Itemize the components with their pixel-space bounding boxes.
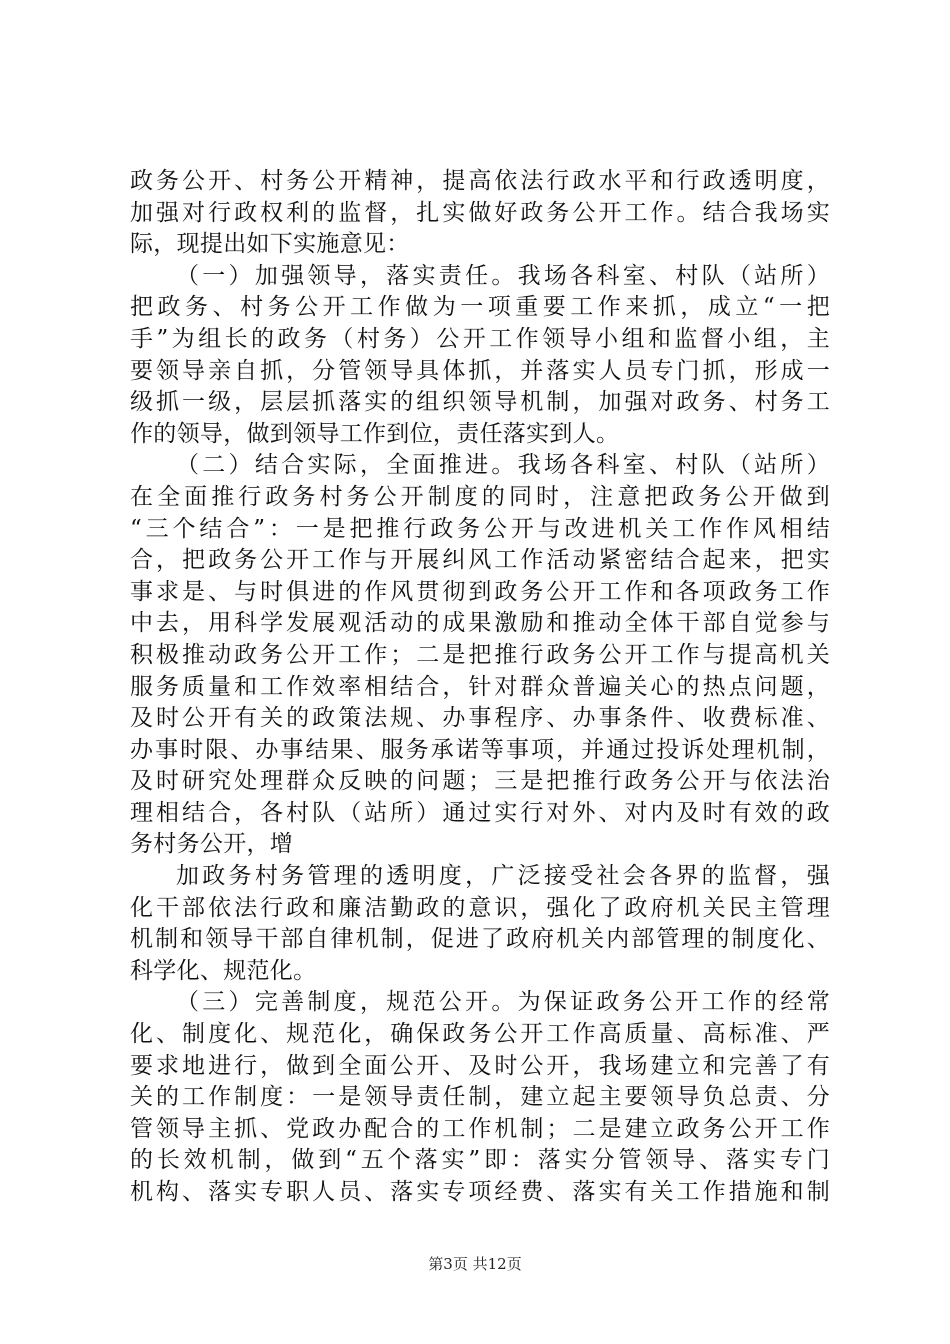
text-line: 服务质量和工作效率相结合，针对群众普遍关心的热点问题，	[130, 673, 830, 700]
text-line: 事求是、与时俱进的作风贯彻到政务公开工作和各项政务工作	[130, 578, 830, 605]
paragraph-start-line: （二）结合实际，全面推进。我场各科室、村队（站所）	[176, 452, 830, 479]
text-line: 政务公开、村务公开精神，提高依法行政水平和行政透明度，	[130, 168, 830, 194]
text-line: 办事时限、办事结果、服务承诺等事项，并通过投诉处理机制，	[130, 736, 830, 763]
text-line: 加强对行政权利的监督，扎实做好政务公开工作。结合我场实	[130, 199, 830, 226]
text-line: 中去，用科学发展观活动的成果激励和推动全体干部自觉参与	[130, 610, 830, 637]
text-line: 在全面推行政务村务公开制度的同时，注意把政务公开做到	[130, 483, 830, 510]
text-line: 管领导主抓、党政办配合的工作机制；二是建立政务公开工作	[130, 1115, 830, 1142]
paragraph-start-line: 加政务村务管理的透明度，广泛接受社会各界的监督，强	[176, 863, 830, 890]
text-line: 务村务公开，增	[130, 831, 294, 858]
text-line: 把政务、村务公开工作做为一项重要工作来抓，成立“一把	[130, 294, 830, 321]
text-line: 合，把政务公开工作与开展纠风工作活动紧密结合起来，把实	[130, 547, 830, 574]
text-line: 际，现提出如下实施意见：	[130, 231, 410, 258]
text-line: 机制和领导干部自律机制，促进了政府机关内部管理的制度化、	[130, 926, 830, 953]
paragraph-start-line: （一）加强领导，落实责任。我场各科室、村队（站所）	[176, 262, 830, 289]
paragraph-start-line: （三）完善制度，规范公开。为保证政务公开工作的经常	[176, 989, 830, 1016]
text-line: 要领导亲自抓，分管领导具体抓，并落实人员专门抓，形成一	[130, 357, 830, 384]
text-line: 科学化、规范化。	[130, 957, 317, 984]
document-body	[130, 166, 830, 1209]
text-line: 作的领导，做到领导工作到位，责任落实到人。	[130, 420, 620, 447]
text-line: 机构、落实专职人员、落实专项经费、落实有关工作措施和制	[130, 1179, 830, 1205]
text-line: “三个结合”：一是把推行政务公开与改进机关工作作风相结	[130, 515, 830, 542]
page-footer	[0, 1254, 950, 1274]
text-line: 级抓一级，层层抓落实的组织领导机制，加强对政务、村务工	[130, 389, 830, 416]
text-line: 化、制度化、规范化，确保政务公开工作高质量、高标准、严	[130, 1021, 830, 1048]
text-line: 的长效机制，做到“五个落实”即：落实分管领导、落实专门	[130, 1147, 830, 1174]
text-line: 关的工作制度：一是领导责任制，建立起主要领导负总责、分	[130, 1084, 830, 1111]
text-line: 要求地进行，做到全面公开、及时公开，我场建立和完善了有	[130, 1052, 830, 1079]
text-line: 理相结合，各村队（站所）通过实行对外、对内及时有效的政	[130, 799, 830, 826]
text-line: 手”为组长的政务（村务）公开工作领导小组和监督小组，主	[130, 325, 830, 352]
text-line: 积极推动政务公开工作；二是把推行政务公开工作与提高机关	[130, 641, 830, 668]
text-line: 及时公开有关的政策法规、办事程序、办事条件、收费标准、	[130, 705, 830, 732]
text-line: 化干部依法行政和廉洁勤政的意识，强化了政府机关民主管理	[130, 894, 830, 921]
page-number-label: 第3页 共12页	[428, 1255, 522, 1273]
text-line: 及时研究处理群众反映的问题；三是把推行政务公开与依法治	[130, 768, 830, 795]
